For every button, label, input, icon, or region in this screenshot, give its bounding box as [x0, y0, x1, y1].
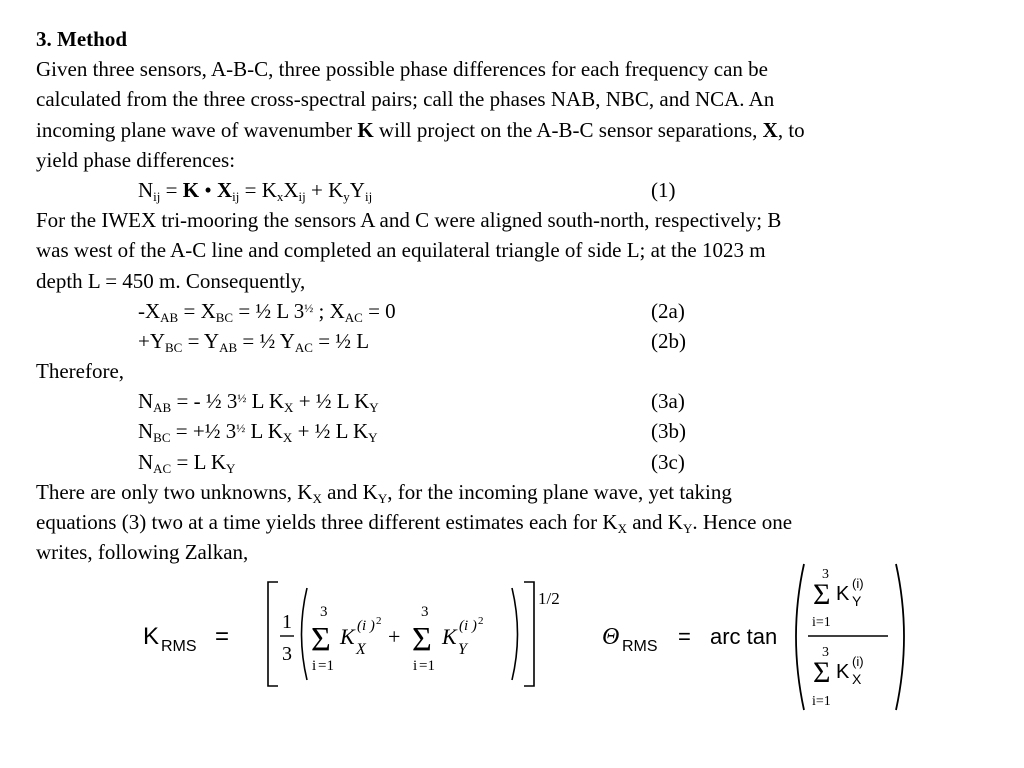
paragraph-line: calculated from the three cross-spectral pairs; call the phases NAB, NBC, and NCA. An — [36, 87, 775, 112]
rms-formula-image — [140, 560, 920, 720]
svg-text:1/2: 1/2 — [538, 589, 560, 608]
svg-text:i: i — [312, 658, 317, 674]
svg-text:X: X — [356, 641, 366, 658]
svg-text:(i ): (i ) — [459, 618, 477, 634]
equation-2a — [36, 296, 986, 326]
svg-text:Σ: Σ — [412, 621, 432, 658]
svg-text:2: 2 — [376, 615, 382, 627]
svg-text:(i): (i) — [852, 576, 864, 591]
equation-number: (3c) — [651, 449, 685, 474]
section-heading: 3. Method — [36, 27, 127, 51]
equation-number: (1) — [651, 177, 676, 202]
paragraph-line: There are only two unknowns, $K_X$ and $K_Y$, for the incoming plane wave, yet taking — [36, 479, 732, 506]
svg-text:i: i — [413, 658, 418, 674]
paragraph-line: was west of the A-C line and completed an equilateral triangle of side L; at the 1023 m — [36, 238, 766, 263]
equation-number: (2a) — [651, 298, 685, 323]
svg-text:K: K — [442, 624, 457, 649]
equation-expression: $-X_{AB} = X_{BC}$ = ½ L $3^{\frac{1}{2}}$ ; $X_{AC} = 0$ — [138, 298, 396, 325]
svg-text:3: 3 — [421, 604, 429, 620]
svg-text:=1: =1 — [419, 658, 435, 674]
equation-expression: $N_{BC}$ = +½ $3^{\frac{1}{2}}$ L $K_X$ + ½ L $K_Y$ — [138, 419, 378, 446]
svg-text:i=1: i=1 — [812, 615, 831, 630]
svg-text:RMS: RMS — [622, 638, 658, 655]
svg-text:+: + — [388, 624, 401, 649]
svg-text:RMS: RMS — [161, 638, 197, 655]
equation-expression: $+Y_{BC} = Y_{AB}$ = ½ $Y_{AC}$ = ½ L — [138, 328, 370, 355]
paragraph-line: For the IWEX tri-mooring the sensors A and C were aligned south-north, respectively; B — [36, 208, 782, 233]
svg-text:K: K — [340, 624, 355, 649]
svg-text:Σ: Σ — [813, 656, 831, 689]
svg-text:2: 2 — [478, 615, 484, 627]
svg-text:arc tan: arc tan — [710, 624, 778, 649]
svg-text:3: 3 — [320, 604, 328, 620]
svg-text:=: = — [215, 623, 230, 650]
rms-formula-svg — [140, 560, 920, 720]
svg-text:K: K — [836, 583, 850, 605]
svg-text:Y: Y — [852, 593, 862, 609]
svg-text:Σ: Σ — [813, 578, 831, 611]
svg-text:3: 3 — [282, 643, 292, 665]
equation-expression: $N_{AC} = L$ $K_Y$ — [138, 449, 236, 476]
svg-text:X: X — [852, 671, 862, 687]
equation-expression: $N_{AB}$ = - ½ $3^{\frac{1}{2}}$ L $K_X$ + ½ L $K_Y$ — [138, 389, 379, 416]
equation-expression: $N_{ij} = K$ • $X_{ij} = K_xX_{ij} + K_yY_{ij}$ — [138, 177, 373, 204]
equation-number: (2b) — [651, 328, 686, 353]
paragraph-line: yield phase differences: — [36, 147, 236, 172]
svg-text:3: 3 — [822, 645, 829, 660]
paragraph-line: writes, following Zalkan, — [36, 540, 249, 565]
equation-3c — [36, 447, 986, 477]
paragraph-line: depth L = 450 m. Consequently, — [36, 268, 306, 293]
equation-3b — [36, 416, 986, 446]
svg-text:Θ: Θ — [602, 624, 620, 650]
method-section — [36, 24, 986, 567]
svg-text:=: = — [678, 624, 691, 649]
paragraph-line: Given three sensors, A-B-C, three possible phase differences for each frequency can be — [36, 57, 768, 82]
svg-text:(i ): (i ) — [357, 618, 375, 634]
paragraph-line: Therefore, — [36, 359, 125, 384]
paragraph-line: equations (3) two at a time yields three different estimates each for $K_X$ and $K_Y$. Hence one — [36, 510, 793, 536]
equation-number: (3b) — [651, 419, 686, 444]
svg-text:Σ: Σ — [311, 621, 331, 658]
svg-text:3: 3 — [822, 567, 829, 582]
svg-text:K: K — [836, 661, 850, 683]
equation-2b — [36, 326, 986, 356]
svg-text:1: 1 — [282, 611, 292, 633]
svg-text:Y: Y — [458, 641, 467, 658]
svg-text:(i): (i) — [852, 654, 864, 669]
paragraph-line: incoming plane wave of wavenumber K will project on the A-B-C sensor separations, X, to — [36, 117, 805, 142]
svg-text:=1: =1 — [318, 658, 334, 674]
svg-text:i=1: i=1 — [812, 694, 831, 709]
equation-number: (3a) — [651, 389, 685, 414]
equation-1 — [36, 175, 986, 205]
equation-3a — [36, 386, 986, 416]
svg-text:K: K — [143, 623, 160, 650]
